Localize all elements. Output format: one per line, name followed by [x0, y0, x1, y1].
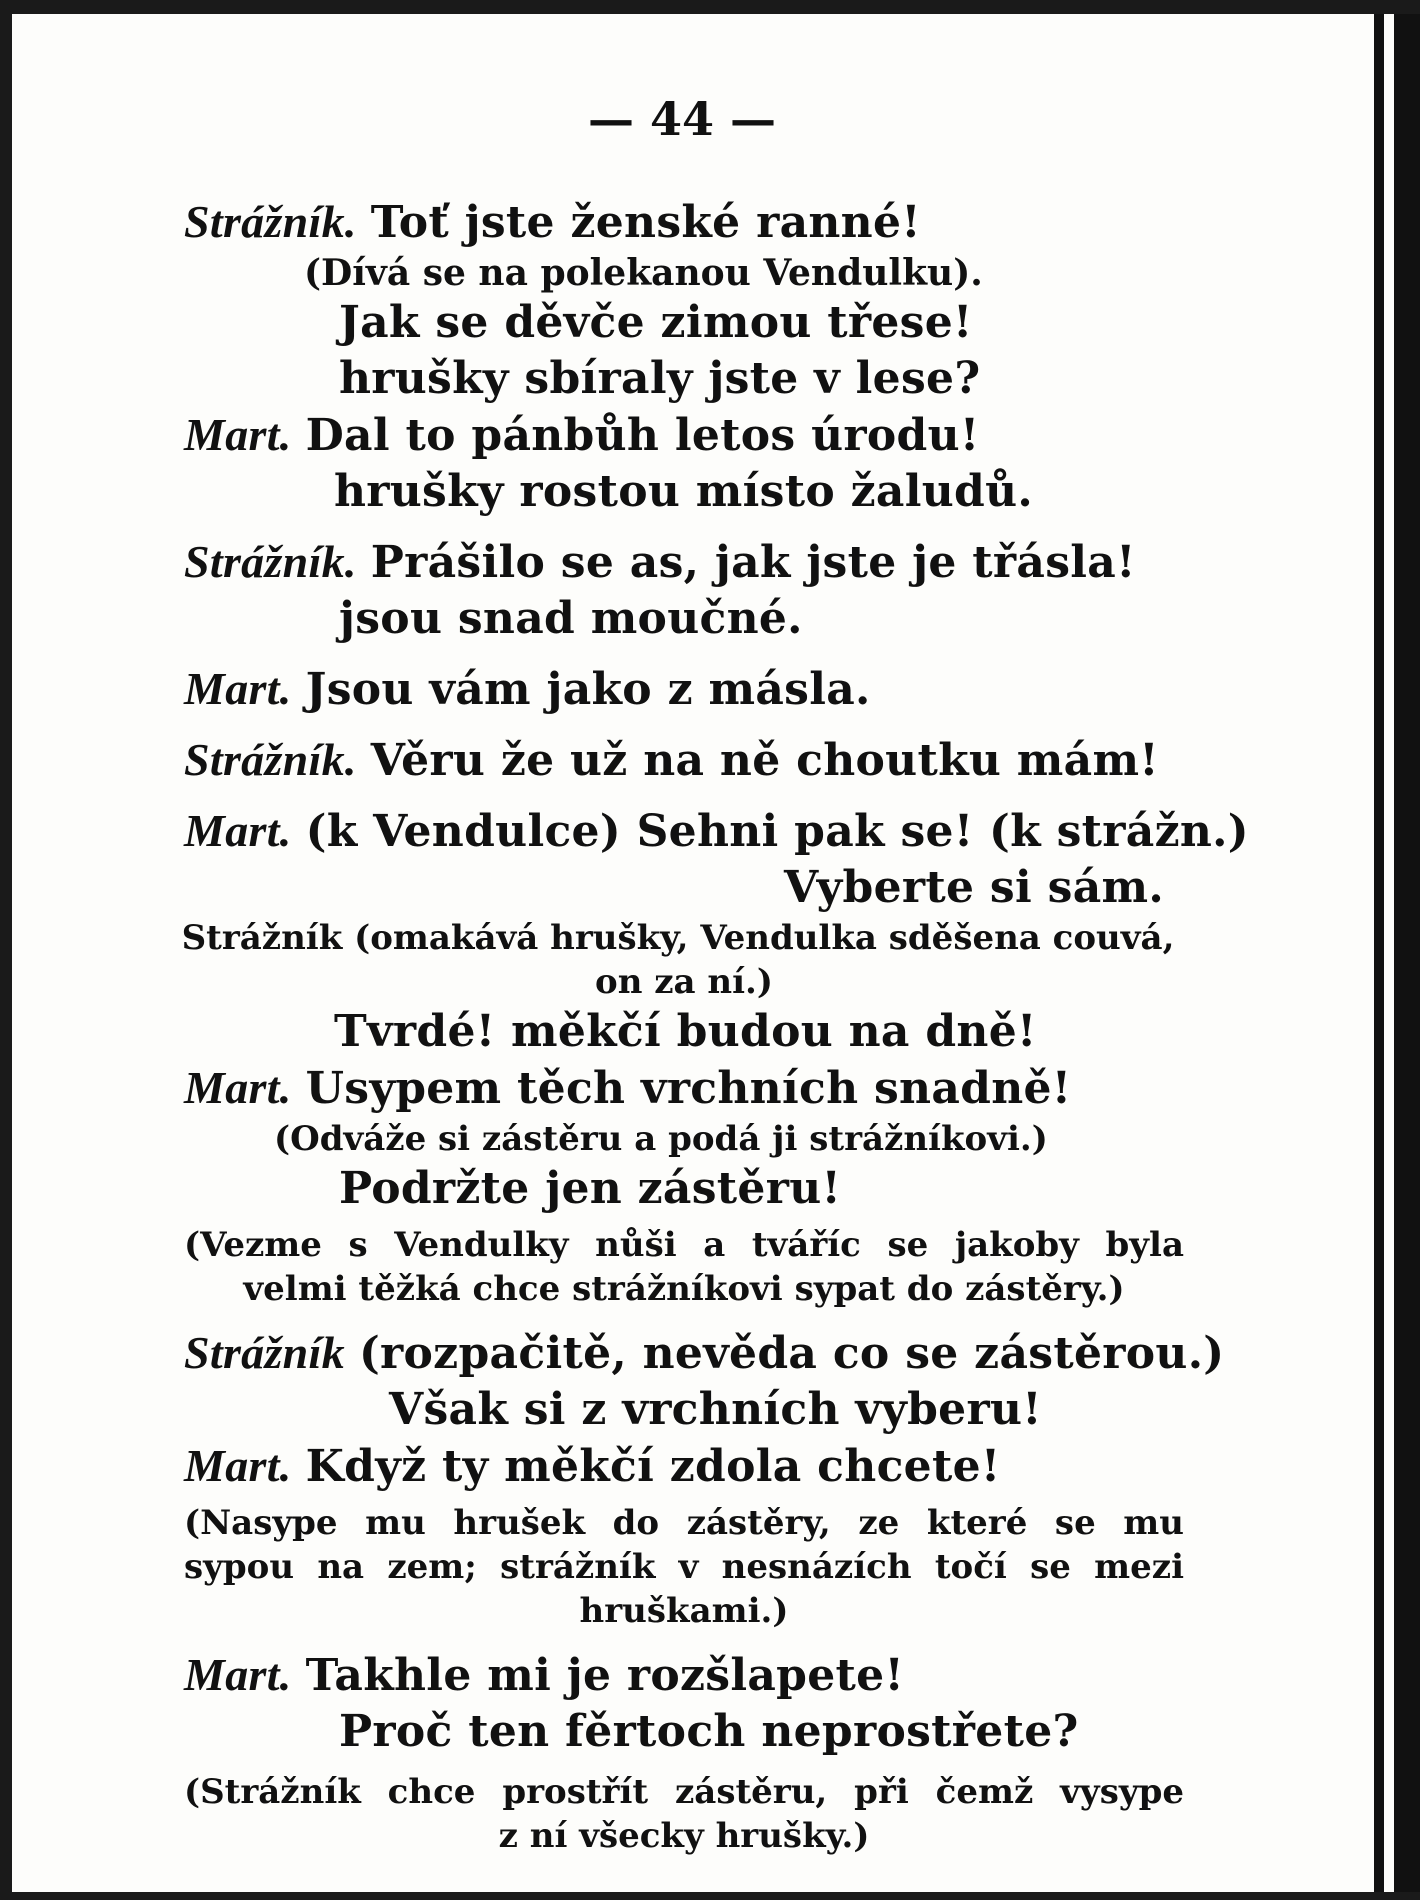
- stage-direction: Strážník (omakává hrušky, Vendulka sděšena couvá,: [181, 918, 1175, 958]
- play-text: [181, 194, 1249, 1858]
- line-text: Prášilo se as, jak jste je třásla!: [370, 537, 1136, 588]
- line-text: Když ty měkčí zdola chcete!: [305, 1441, 1001, 1492]
- page-number: — 44 —: [587, 92, 777, 146]
- speaker-name: Strážník.: [184, 734, 357, 785]
- speaker-name: Mart.: [184, 805, 292, 856]
- stage-direction: on za ní.): [595, 962, 773, 1002]
- stage-direction: hruškami.): [579, 1591, 789, 1631]
- verse-line: hrušky rostou místo žaludů.: [334, 466, 1033, 517]
- stage-direction: (Vezme s Vendulky nůši a tváříc se jakoby byla: [184, 1225, 1184, 1265]
- speaker-name: Strážník.: [184, 536, 357, 587]
- speaker-name: Strážník.: [184, 196, 357, 247]
- verse-line: Jak se děvče zimou třese!: [339, 297, 973, 348]
- line-text: Věru že už na ně choutku mám!: [370, 735, 1159, 786]
- stage-direction: (Odváže si zástěru a podá ji strážníkovi.): [274, 1119, 1048, 1159]
- speaker-name: Mart.: [184, 1440, 292, 1491]
- verse-line: Podržte jen zástěru!: [339, 1163, 842, 1214]
- speaker-name: Mart.: [184, 663, 292, 714]
- dialogue-line: [184, 803, 1249, 860]
- line-text: (k Vendulce) Sehni pak se! (k strážn.): [305, 806, 1249, 857]
- stage-direction: z ní všecky hrušky.): [498, 1816, 870, 1856]
- dialogue-line: [184, 407, 1184, 464]
- speaker-name: Mart.: [184, 409, 292, 460]
- dialogue-line: [184, 534, 1184, 591]
- verse-line: hrušky sbíraly jste v lese?: [339, 353, 981, 404]
- stage-direction: velmi těžká chce strážníkovi sypat do zástěry.): [243, 1269, 1125, 1309]
- line-text: (rozpačitě, nevěda co se zástěrou.): [358, 1328, 1225, 1379]
- stage-direction: (Dívá se na polekanou Vendulku).: [304, 252, 983, 294]
- line-text: Jsou vám jako z másla.: [305, 664, 871, 715]
- speaker-name: Strážník: [184, 1327, 345, 1378]
- verse-line: Vyberte si sám.: [784, 862, 1164, 913]
- speaker-name: Mart.: [184, 1062, 292, 1113]
- stage-direction: (Nasype mu hrušek do zástěry, ze které se mu: [184, 1503, 1184, 1543]
- line-text: Dal to pánbůh letos úrodu!: [305, 410, 980, 461]
- dialogue-line: [184, 1060, 1184, 1117]
- dialogue-line: [184, 661, 1184, 718]
- page-edge-strip: [1374, 14, 1420, 1892]
- verse-line: Proč ten fěrtoch neprostřete?: [339, 1706, 1079, 1757]
- verse-line: jsou snad moučné.: [339, 593, 803, 644]
- dialogue-line: [184, 1325, 1225, 1382]
- verse-line: Tvrdé! měkčí budou na dně!: [334, 1006, 1037, 1057]
- dialogue-line: [184, 732, 1184, 789]
- stage-direction: (Strážník chce prostřít zástěru, při čemž vysype: [184, 1772, 1184, 1812]
- dialogue-line: [184, 1438, 1184, 1495]
- dialogue-line: [184, 1647, 1184, 1704]
- stage-direction: sypou na zem; strážník v nesnázích točí se mezi: [184, 1547, 1184, 1587]
- line-text: Toť jste ženské ranné!: [370, 197, 921, 248]
- verse-line: Však si z vrchních vyberu!: [389, 1384, 1042, 1435]
- speaker-name: Mart.: [184, 1649, 292, 1700]
- line-text: Usypem těch vrchních snadně!: [305, 1063, 1072, 1114]
- line-text: Takhle mi je rozšlapete!: [305, 1650, 905, 1701]
- dialogue-line: [184, 194, 1184, 251]
